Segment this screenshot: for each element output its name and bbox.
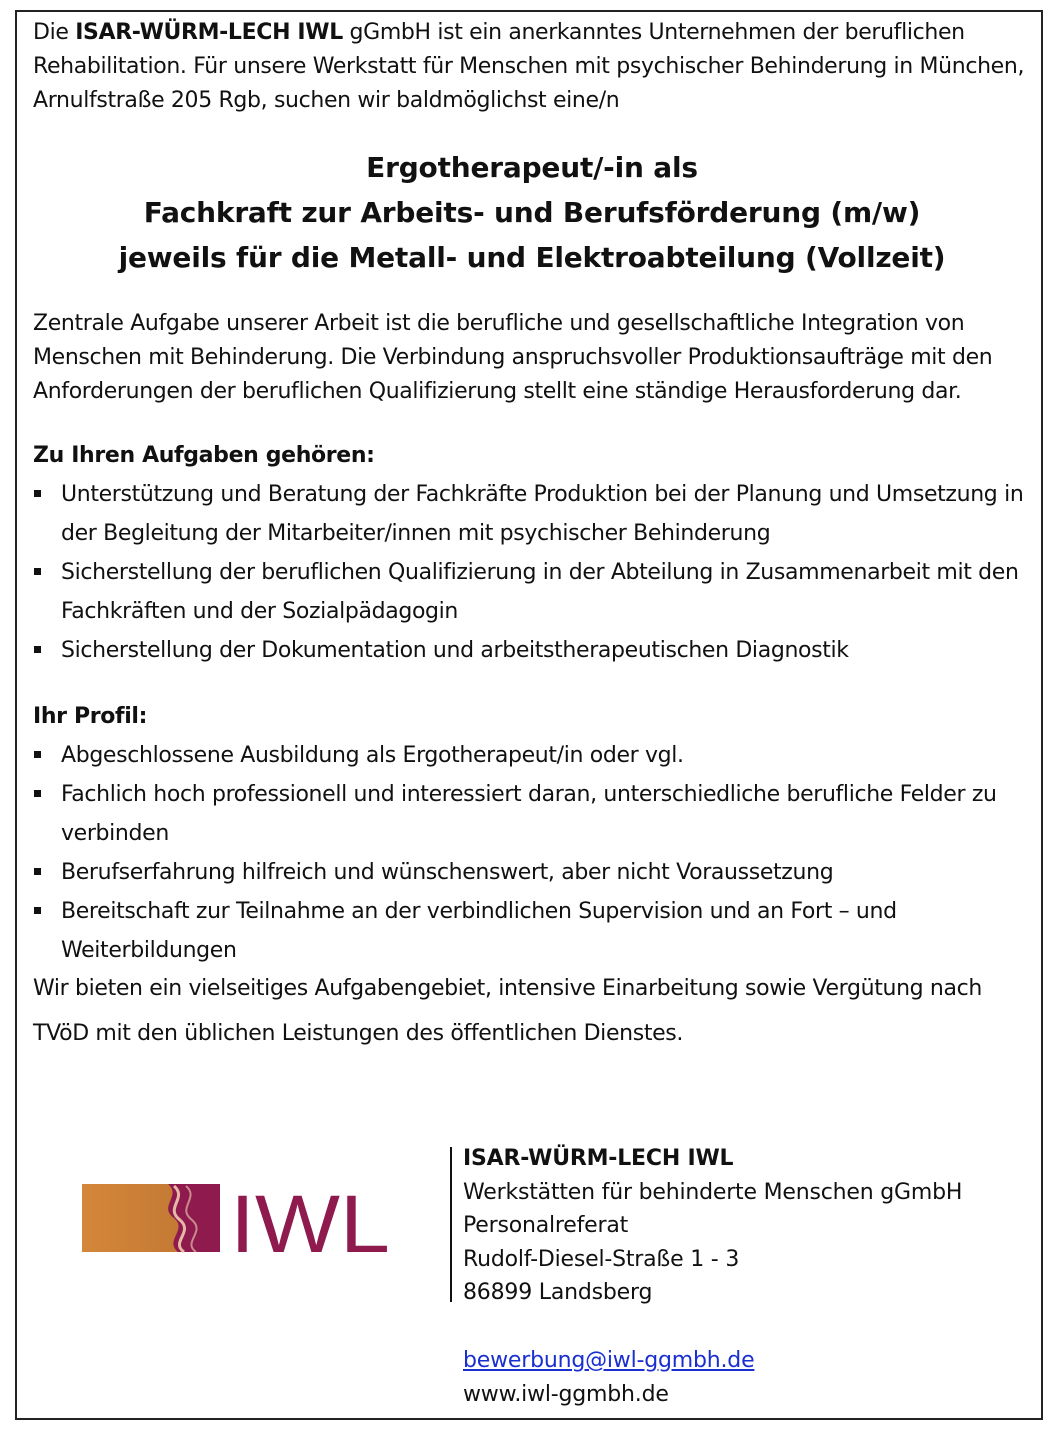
job-title-line3: jeweils für die Metall- und Elektroabteilung (Vollzeit)	[118, 241, 946, 274]
list-item: Berufserfahrung hilfreich und wünschenswert, aber nicht Voraussetzung	[33, 853, 1031, 892]
intro-prefix: Die	[33, 20, 76, 45]
intro-company: ISAR-WÜRM-LECH IWL	[75, 20, 343, 45]
address-block	[463, 1142, 962, 1310]
contact-block	[463, 1344, 754, 1412]
list-item: Fachlich hoch professionell und interessiert daran, unterschiedliche berufliche Felder zu verbinden	[33, 775, 1031, 853]
job-title	[33, 145, 1031, 280]
job-title-line1: Ergotherapeut/-in als	[366, 151, 698, 184]
job-title-line2: Fachkraft zur Arbeits- und Berufsförderung (m/w)	[143, 196, 921, 229]
tasks-heading: Zu Ihren Aufgaben gehören:	[33, 443, 375, 468]
profile-list	[33, 736, 1031, 970]
intro-paragraph	[33, 16, 1031, 118]
address-street: Rudolf-Diesel-Straße 1 - 3	[463, 1246, 740, 1272]
address-line2: Personalreferat	[463, 1213, 629, 1238]
list-item: Sicherstellung der Dokumentation und arbeitstherapeutischen Diagnostik	[33, 631, 1031, 670]
divider-line	[450, 1147, 452, 1302]
profile-heading: Ihr Profil:	[33, 704, 148, 729]
address-org: ISAR-WÜRM-LECH IWL	[463, 1146, 734, 1171]
list-item: Sicherstellung der beruflichen Qualifizierung in der Abteilung in Zusammenarbeit mit den Fachkräften und der Sozialpädagogin	[33, 553, 1031, 631]
intro-text: gGmbH ist ein anerkanntes Unternehmen der beruflichen Rehabilitation. Für unsere Werkstatt für Menschen mit psychischer Behinderung in München, Arnulfstraße 205 Rgb, suchen wir baldmöglichst eine/n	[33, 20, 1025, 113]
list-item: Abgeschlossene Ausbildung als Ergotherapeut/in oder vgl.	[33, 736, 1031, 775]
address-city: 86899 Landsberg	[463, 1280, 653, 1305]
iwl-logo	[82, 1178, 394, 1258]
website-text: www.iwl-ggmbh.de	[463, 1382, 669, 1407]
job-ad-content	[33, 16, 1031, 1056]
email-link[interactable]: bewerbung@iwl-ggmbh.de	[463, 1348, 755, 1373]
list-item: Bereitschaft zur Teilnahme an der verbindlichen Supervision und an Fort – und Weiterbildungen	[33, 892, 1031, 970]
address-line1: Werkstätten für behinderte Menschen gGmbH	[463, 1179, 963, 1205]
tasks-list	[33, 475, 1031, 670]
offer-paragraph: Wir bieten ein vielseitiges Aufgabengebiet, intensive Einarbeitung sowie Vergütung nach TVöD mit den üblichen Leistungen des öffentlichen Dienstes.	[33, 976, 982, 1046]
description-paragraph: Zentrale Aufgabe unserer Arbeit ist die berufliche und gesellschaftliche Integration von Menschen mit Behinderung. Die Verbindung anspruchsvoller Produktionsaufträge mit den Anforderungen der beruflichen Qualifizierung stellt eine ständige Herausforderung dar.	[33, 311, 993, 404]
logo-text: IWL	[230, 1179, 390, 1258]
list-item: Unterstützung und Beratung der Fachkräfte Produktion bei der Planung und Umsetzung in der Begleitung der Mitarbeiter/innen mit psychischer Behinderung	[33, 475, 1031, 553]
